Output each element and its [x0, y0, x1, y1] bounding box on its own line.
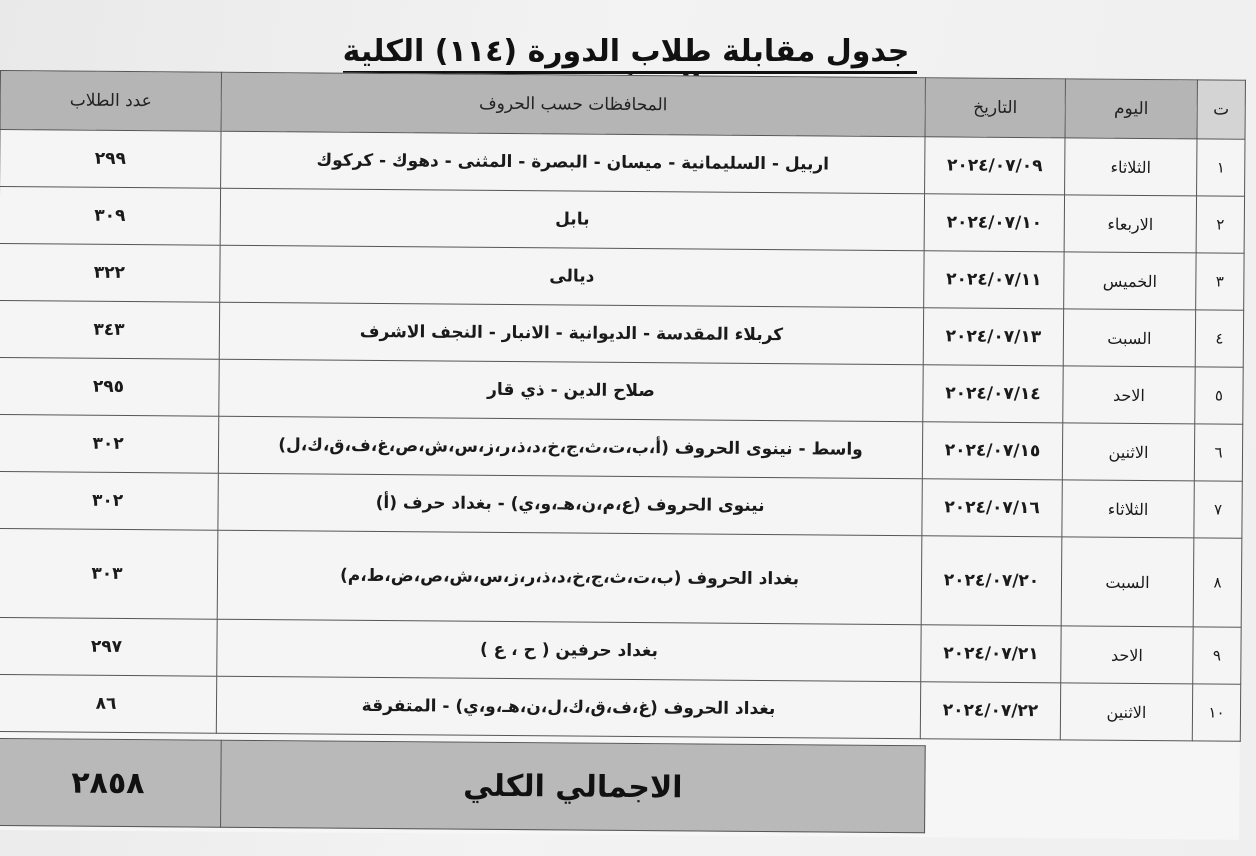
- total-label: الاجمالي الكلي: [221, 740, 926, 833]
- row-date: ٢٠٢٤/٠٧/٢٢: [920, 682, 1060, 740]
- row-governorates: واسط - نينوى الحروف (أ،ب،ت،ث،ج،خ،د،ذ،ر،ز،س،ش،ص،غ،ف،ق،ك،ل): [218, 416, 922, 479]
- row-day: الاثنين: [1060, 683, 1192, 741]
- row-number: ٦: [1194, 424, 1242, 481]
- row-governorates: بابل: [220, 188, 924, 251]
- row-students: ٣٤٣: [0, 300, 220, 359]
- table-row: [0, 471, 1242, 538]
- table-row: [0, 674, 1241, 741]
- row-number: ٤: [1195, 310, 1243, 367]
- row-date: ٢٠٢٤/٠٧/١٣: [923, 308, 1063, 366]
- table-row: [0, 528, 1242, 627]
- table-row: [0, 243, 1244, 310]
- row-number: ٣: [1196, 253, 1244, 310]
- row-number: ٧: [1194, 481, 1242, 538]
- row-students: ٣٠٩: [0, 187, 221, 246]
- row-date: ٢٠٢٤/٠٧/٠٩: [925, 137, 1065, 195]
- row-governorates: بغداد حرفين ( ح ، ع ): [217, 619, 921, 682]
- row-day: الاحد: [1061, 626, 1193, 684]
- header-day: اليوم: [1065, 79, 1197, 139]
- row-date: ٢٠٢٤/٠٧/١١: [924, 251, 1064, 309]
- row-date: ٢٠٢٤/٠٧/٢١: [921, 625, 1061, 683]
- row-governorates: بغداد الحروف (غ،ف،ق،ك،ل،ن،هـ،و،ي) - المتفرقة: [216, 676, 920, 739]
- row-day: الثلاثاء: [1065, 138, 1197, 196]
- row-date: ٢٠٢٤/٠٧/١٠: [924, 194, 1064, 252]
- row-students: ٢٩٩: [0, 130, 221, 189]
- table-row: [0, 414, 1243, 481]
- row-governorates: اربيل - السليمانية - ميسان - البصرة - المثنى - دهوك - كركوك: [221, 131, 925, 194]
- row-date: ٢٠٢٤/٠٧/١٥: [922, 422, 1062, 480]
- row-day: الاحد: [1063, 366, 1195, 424]
- row-day: الخميس: [1064, 252, 1196, 310]
- table-row: [0, 130, 1245, 197]
- table-row: [0, 357, 1243, 424]
- row-date: ٢٠٢٤/٠٧/١٦: [922, 479, 1062, 537]
- row-number: ٨: [1193, 538, 1242, 627]
- schedule-sheet: [0, 70, 1245, 840]
- row-students: ٣٠٢: [0, 471, 218, 530]
- row-students: ٨٦: [0, 674, 217, 733]
- schedule-table: [0, 70, 1246, 742]
- row-number: ٢: [1196, 196, 1244, 253]
- row-date: ٢٠٢٤/٠٧/٢٠: [921, 536, 1062, 626]
- header-governorates: المحافظات حسب الحروف: [221, 72, 925, 137]
- row-number: ٩: [1193, 627, 1241, 684]
- total-value: ٢٨٥٨: [0, 738, 221, 827]
- document-title-text: جدول مقابلة طلاب الدورة (١١٤) الكلية: [343, 34, 918, 109]
- header-row: [0, 71, 1245, 140]
- row-number: ٥: [1195, 367, 1243, 424]
- row-governorates: كربلاء المقدسة - الديوانية - الانبار - النجف الاشرف: [219, 302, 923, 365]
- total-table: [0, 738, 926, 833]
- table-row: [0, 617, 1241, 684]
- row-governorates: بغداد الحروف (ب،ت،ث،ج،خ،د،ذ،ر،ز،س،ش،ص،ض،ط،م): [217, 530, 922, 625]
- row-number: ١٠: [1192, 684, 1240, 741]
- total-row: [0, 738, 925, 832]
- header-students: عدد الطلاب: [0, 71, 221, 132]
- row-number: ١: [1197, 139, 1245, 196]
- table-row: [0, 300, 1244, 367]
- row-governorates: نينوى الحروف (ع،م،ن،هـ،و،ي) - بغداد حرف (أ): [218, 473, 922, 536]
- row-day: الثلاثاء: [1062, 480, 1194, 538]
- row-students: ٣٠٢: [0, 414, 219, 473]
- row-governorates: صلاح الدين - ذي قار: [219, 359, 923, 422]
- row-students: ٢٩٥: [0, 357, 219, 416]
- row-day: الاربعاء: [1064, 195, 1196, 253]
- row-date: ٢٠٢٤/٠٧/١٤: [923, 365, 1063, 423]
- row-day: الاثنين: [1062, 423, 1194, 481]
- row-students: ٣٠٣: [0, 528, 218, 619]
- header-no: ت: [1197, 80, 1245, 139]
- row-governorates: ديالى: [220, 245, 924, 308]
- row-students: ٣٢٢: [0, 243, 220, 302]
- row-students: ٢٩٧: [0, 617, 217, 676]
- row-day: السبت: [1061, 537, 1194, 627]
- header-date: التاريخ: [925, 78, 1065, 138]
- table-row: [0, 187, 1245, 254]
- row-day: السبت: [1063, 309, 1195, 367]
